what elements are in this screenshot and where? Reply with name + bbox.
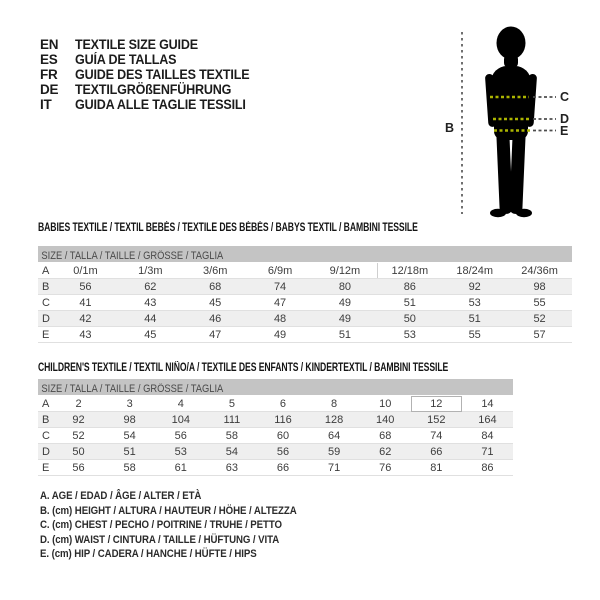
language-code: FR <box>40 67 58 82</box>
table-cell: 66 <box>411 444 462 460</box>
table-row <box>38 460 513 476</box>
row-label-cell: B <box>38 412 53 428</box>
legend-item <box>40 532 332 547</box>
language-guide-row <box>40 52 263 67</box>
table-cell: 164 <box>462 412 513 428</box>
table-cell: 81 <box>411 460 462 476</box>
table-cell: 63 <box>206 460 257 476</box>
table-cell: 49 <box>248 327 313 343</box>
table-cell: 5 <box>206 396 257 412</box>
table-cell: 48 <box>248 311 313 327</box>
language-title: TEXTILGRÖßENFÜHRUNG <box>75 82 232 97</box>
row-label-cell: A <box>38 263 53 279</box>
table-cell: 52 <box>507 311 572 327</box>
table-cell: 86 <box>377 279 442 295</box>
table-cell: 104 <box>155 412 206 428</box>
table-cell: 50 <box>53 444 104 460</box>
table-cell: 12/18m <box>377 263 442 279</box>
language-guide-list <box>40 37 263 112</box>
figure-label-height-b: B <box>445 121 455 135</box>
table-cell: 53 <box>442 295 507 311</box>
row-label-cell: C <box>38 428 53 444</box>
children-table-header-label: SIZE / TALLA / TAILLE / GRÖSSE / TAGLIA <box>41 383 224 395</box>
language-title: GUIDA ALLE TAGLIE TESSILI <box>75 97 246 112</box>
table-cell: 51 <box>313 327 378 343</box>
table-cell: 84 <box>462 428 513 444</box>
table-row <box>38 412 513 428</box>
table-cell: 45 <box>118 327 183 343</box>
table-cell: 98 <box>104 412 155 428</box>
table-row <box>38 444 513 460</box>
measure-legend <box>40 488 332 561</box>
babies-table-header-label: SIZE / TALLA / TAILLE / GRÖSSE / TAGLIA <box>41 250 224 262</box>
table-cell: 116 <box>257 412 308 428</box>
language-guide-row <box>40 37 263 52</box>
table-cell: 74 <box>411 428 462 444</box>
table-cell: 51 <box>377 295 442 311</box>
language-guide-row <box>40 97 263 112</box>
table-cell: 92 <box>53 412 104 428</box>
table-cell: 58 <box>206 428 257 444</box>
table-cell: 62 <box>118 279 183 295</box>
table-cell: 62 <box>360 444 411 460</box>
table-cell: 50 <box>377 311 442 327</box>
child-measurement-figure <box>437 18 570 218</box>
table-cell: 56 <box>53 279 118 295</box>
table-cell: 128 <box>309 412 360 428</box>
legend-item-text: E. (cm) HIP / CADERA / HANCHE / HÜFTE / HIPS <box>40 548 257 560</box>
table-cell: 46 <box>183 311 248 327</box>
babies-table-title: BABIES TEXTILE / TEXTIL BEBÉS / TEXTILE DES BÉBÉS / BABYS TEXTIL / BAMBINI TESSILE <box>38 222 418 234</box>
table-row <box>38 428 513 444</box>
table-cell: 66 <box>257 460 308 476</box>
table-row <box>38 263 572 279</box>
table-cell: 74 <box>248 279 313 295</box>
table-cell: 68 <box>360 428 411 444</box>
table-cell: 68 <box>183 279 248 295</box>
table-cell: 55 <box>442 327 507 343</box>
row-label-cell: D <box>38 444 53 460</box>
table-cell: 24/36m <box>507 263 572 279</box>
table-cell: 44 <box>118 311 183 327</box>
table-cell: 54 <box>104 428 155 444</box>
table-cell: 80 <box>313 279 378 295</box>
table-cell: 61 <box>155 460 206 476</box>
table-cell: 6/9m <box>248 263 313 279</box>
table-row <box>38 327 572 343</box>
table-cell: 1/3m <box>118 263 183 279</box>
table-cell: 56 <box>257 444 308 460</box>
legend-item-text: C. (cm) CHEST / PECHO / POITRINE / TRUHE / PETTO <box>40 519 282 531</box>
table-cell: 51 <box>104 444 155 460</box>
language-code: DE <box>40 82 59 97</box>
language-code: ES <box>40 52 58 67</box>
babies-table-header-bar <box>38 246 572 262</box>
table-cell: 54 <box>206 444 257 460</box>
table-cell: 6 <box>257 396 308 412</box>
table-cell: 64 <box>309 428 360 444</box>
row-label-cell: E <box>38 327 53 343</box>
table-cell: 47 <box>248 295 313 311</box>
legend-item <box>40 488 332 503</box>
table-cell: 49 <box>313 295 378 311</box>
table-cell: 41 <box>53 295 118 311</box>
table-cell: 4 <box>155 396 206 412</box>
legend-item-text: B. (cm) HEIGHT / ALTURA / HAUTEUR / HÖHE / ALTEZZA <box>40 504 297 517</box>
table-cell: 9/12m <box>313 263 378 279</box>
children-size-table <box>38 396 513 476</box>
table-cell: 71 <box>309 460 360 476</box>
table-cell: 14 <box>462 396 513 412</box>
table-row <box>38 311 572 327</box>
legend-item <box>40 517 332 532</box>
table-cell: 111 <box>206 412 257 428</box>
row-label-cell: C <box>38 295 53 311</box>
table-cell: 140 <box>360 412 411 428</box>
figure-label-waist-d: D <box>560 112 570 126</box>
table-cell: 2 <box>53 396 104 412</box>
language-code: IT <box>40 97 52 112</box>
table-cell: 57 <box>507 327 572 343</box>
row-label-cell: E <box>38 460 53 476</box>
row-label-cell: B <box>38 279 53 295</box>
table-cell: 47 <box>183 327 248 343</box>
table-cell: 59 <box>309 444 360 460</box>
table-cell: 55 <box>507 295 572 311</box>
legend-item-text: A. AGE / EDAD / ÂGE / ALTER / ETÀ <box>40 490 202 502</box>
table-cell: 12 <box>411 396 462 412</box>
legend-item <box>40 503 332 518</box>
table-row <box>38 396 513 412</box>
table-cell: 10 <box>360 396 411 412</box>
table-cell: 56 <box>53 460 104 476</box>
figure-label-hip-e: E <box>560 123 569 138</box>
table-row <box>38 279 572 295</box>
table-cell: 8 <box>309 396 360 412</box>
legend-item <box>40 546 332 561</box>
table-cell: 3/6m <box>183 263 248 279</box>
language-guide-row <box>40 82 263 97</box>
table-cell: 53 <box>377 327 442 343</box>
table-cell: 98 <box>507 279 572 295</box>
table-cell: 56 <box>155 428 206 444</box>
language-title: TEXTILE SIZE GUIDE <box>75 37 198 52</box>
language-title: GUÍA DE TALLAS <box>75 52 177 67</box>
table-cell: 49 <box>313 311 378 327</box>
babies-size-table <box>38 263 572 343</box>
legend-item-text: D. (cm) WAIST / CINTURA / TAILLE / HÜFTUNG / VITA <box>40 533 280 546</box>
figure-label-chest-c: C <box>560 90 570 104</box>
table-cell: 76 <box>360 460 411 476</box>
table-cell: 53 <box>155 444 206 460</box>
table-cell: 18/24m <box>442 263 507 279</box>
table-row <box>38 295 572 311</box>
children-table-header-bar <box>38 379 513 395</box>
table-cell: 71 <box>462 444 513 460</box>
table-cell: 0/1m <box>53 263 118 279</box>
table-cell: 152 <box>411 412 462 428</box>
table-cell: 58 <box>104 460 155 476</box>
table-cell: 43 <box>118 295 183 311</box>
table-cell: 43 <box>53 327 118 343</box>
table-cell: 42 <box>53 311 118 327</box>
table-cell: 3 <box>104 396 155 412</box>
table-cell: 51 <box>442 311 507 327</box>
row-label-cell: A <box>38 396 53 412</box>
language-guide-row <box>40 67 263 82</box>
children-table-title: CHILDREN'S TEXTILE / TEXTIL NIÑO/A / TEXTILE DES ENFANTS / KINDERTEXTIL / BAMBINI TESSILE <box>38 362 449 374</box>
table-cell: 60 <box>257 428 308 444</box>
table-cell: 45 <box>183 295 248 311</box>
language-title: GUIDE DES TAILLES TEXTILE <box>75 67 250 82</box>
table-cell: 92 <box>442 279 507 295</box>
language-code: EN <box>40 37 59 52</box>
table-cell: 52 <box>53 428 104 444</box>
row-label-cell: D <box>38 311 53 327</box>
child-silhouette <box>485 27 537 218</box>
table-cell: 86 <box>462 460 513 476</box>
